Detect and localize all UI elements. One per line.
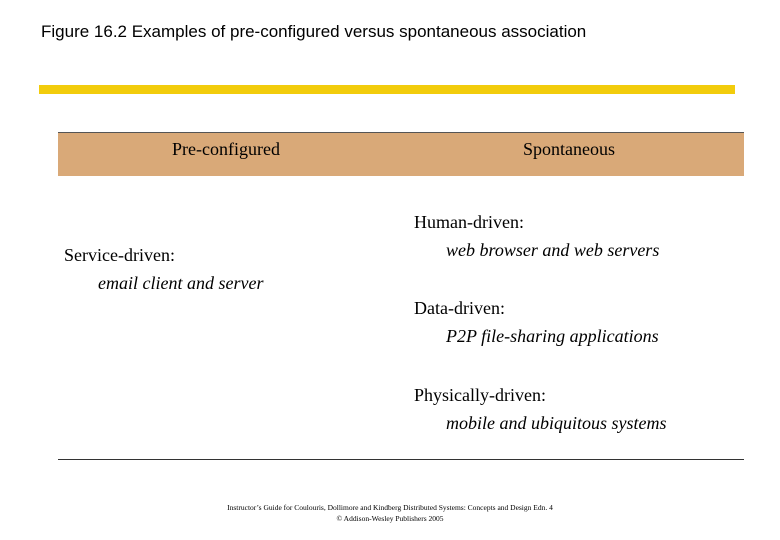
human-driven-label: Human-driven: xyxy=(414,212,524,232)
physically-driven-label: Physically-driven: xyxy=(414,385,546,405)
header-preconfigured: Pre-configured xyxy=(172,139,280,159)
physically-driven-example: mobile and ubiquitous systems xyxy=(446,413,667,433)
data-driven-label: Data-driven: xyxy=(414,298,505,318)
footer-copyright: © Addison-Wesley Publishers 2005 xyxy=(336,514,444,523)
table-bottom-rule xyxy=(58,459,744,460)
data-driven-example: P2P file-sharing applications xyxy=(446,326,659,346)
service-driven-example: email client and server xyxy=(98,273,264,293)
accent-bar xyxy=(39,85,735,94)
footer-citation: Instructor’s Guide for Coulouris, Dollimore and Kindberg Distributed Systems: Concepts and Design Edn. 4 xyxy=(227,503,553,512)
figure-title: Figure 16.2 Examples of pre-configured versus spontaneous association xyxy=(41,22,587,41)
header-spontaneous: Spontaneous xyxy=(523,139,615,159)
service-driven-label: Service-driven: xyxy=(64,245,175,265)
human-driven-example: web browser and web servers xyxy=(446,240,660,260)
table-header-band xyxy=(58,132,744,176)
